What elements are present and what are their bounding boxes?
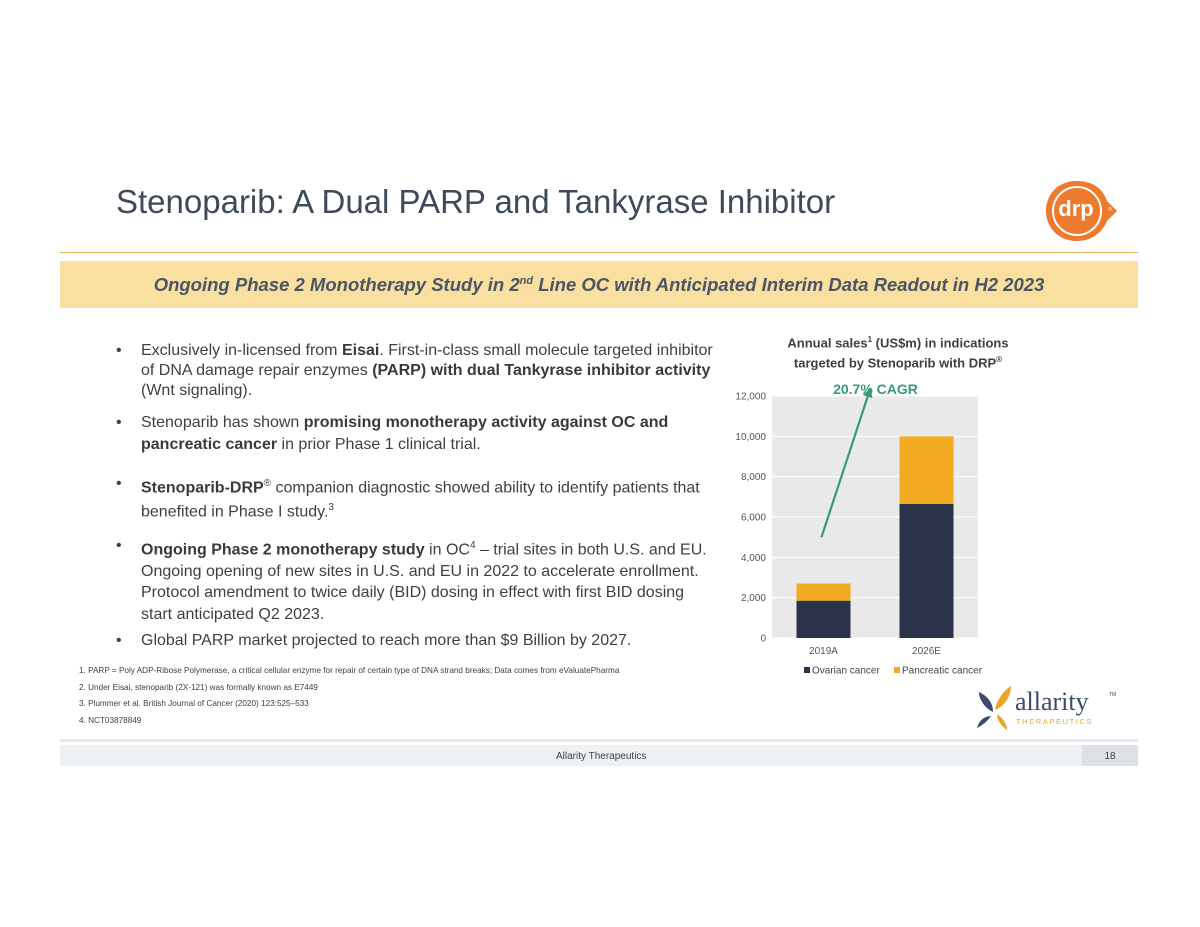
title-divider [60,252,1138,253]
bullet-item-activity: • Stenoparib has shown promising monotherapy activity against OC and pancreatic cancer in prior Phase 1 clinical trial. [116,414,669,453]
footnote-1: 1. PARP = Poly ADP-Ribose Polymerase, a critical cellular enzyme for repair of certain type of DNA strand breaks; Data comes from eValuatePharma [79,666,620,675]
bullet-item-companion-diagnostic: • Stenoparib-DRP® companion diagnostic showed ability to identify patients that benefited in Phase I study.$^3$ [116,475,700,521]
legend-label: Pancreatic cancer [902,665,983,677]
svg-text:TM: TM [1109,692,1117,698]
bullet-item-eisai: • Exclusively in-licensed from Eisai. First-in-class small molecule targeted inhibitor of DNA damage repair enzymes (PARP) with dual Tankyrase inhibitor activity (Wnt signaling). [116,342,713,399]
bullet-marker: • [116,475,122,492]
page-number: 18 [1104,751,1116,762]
chart-title: Annual sales$^1$ (US$m) in indications targeted by Stenoparib with DRP® [787,335,1009,371]
y-tick-label: 6,000 [740,512,766,524]
footnote-3: 3. Plummer et al. British Journal of Cancer (2020) 123:525–533 [79,699,309,709]
footer-divider [60,739,1138,742]
svg-text:®: ® [1108,207,1112,213]
page-number-box [1082,745,1138,766]
headline-banner [60,261,1138,308]
bullet-marker: • [116,632,122,649]
y-tick-label: 4,000 [740,552,766,564]
x-tick-label: 2026E [912,646,941,657]
legend-swatch [894,667,900,673]
footnote-4: 4. NCT03878849 [79,715,142,725]
allarity-wordmark: allarity [1015,687,1089,716]
y-tick-label: 2,000 [740,593,766,605]
bar-ovarian-cancer [797,601,851,638]
y-tick-label: 0 [760,633,766,645]
allarity-logo [975,680,1125,732]
bar-ovarian-cancer [900,504,954,638]
footnotes [79,663,619,729]
drp-logo-text: drp [1058,196,1094,221]
y-tick-label: 12,000 [735,391,766,403]
cagr-label: 20.7% CAGR [833,381,918,397]
allarity-tagline: THERAPEUTICS [1016,717,1094,726]
drp-logo [1041,175,1119,247]
bullet-item-market: • Global PARP market projected to reach more than $9 Billion by 2027. [116,632,632,649]
bar-pancreatic-cancer [900,436,954,504]
banner-text: Ongoing Phase 2 Monotherapy Study in 2nd Line OC with Anticipated Interim Data Readout in H2 2023 [153,274,1045,295]
footer-company: Allarity Therapeutics [556,751,647,762]
bullet-marker: • [116,342,122,359]
y-tick-label: 10,000 [735,431,766,443]
legend-swatch [804,667,810,673]
x-tick-label: 2019A [809,646,838,657]
y-tick-label: 8,000 [740,472,766,484]
bar-pancreatic-cancer [797,584,851,601]
page-title: Stenoparib: A Dual PARP and Tankyrase Inhibitor [116,183,836,220]
bullet-item-phase2: • Ongoing Phase 2 monotherapy study in $OC^4$ – trial sites in both U.S. and EU. Ongoing opening of new sites in U.S. and EU in 2022 to accelerate enrollment. Protocol amendment to twice daily (BID) dosing in effect with first BID dosing start anticipated Q2 2023. [116,537,707,623]
legend-label: Ovarian cancer [812,665,880,677]
footnote-2: 2. Under Eisai, stenoparib (2X-121) was formally known as E7449 [79,682,318,692]
sales-bar-chart [700,378,1000,688]
bullet-marker: • [116,414,122,431]
bullet-marker: • [116,537,122,554]
